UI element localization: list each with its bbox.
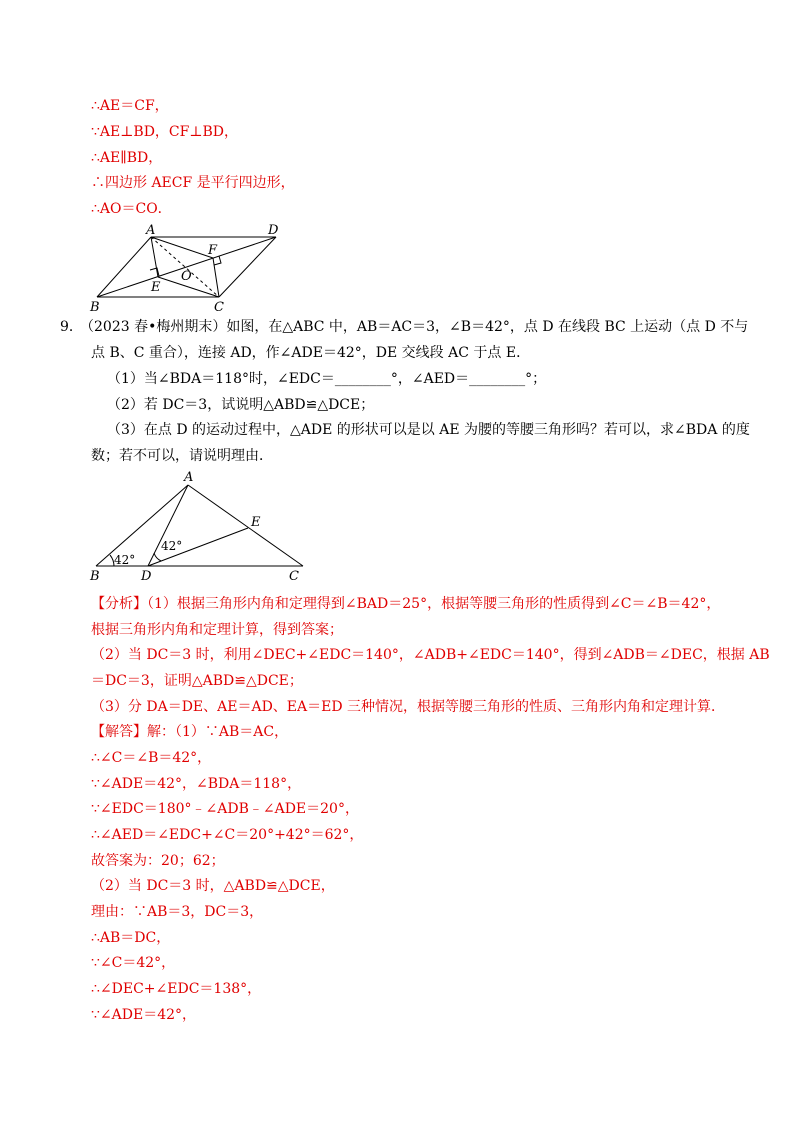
label-B: B bbox=[90, 569, 100, 584]
label-B: B bbox=[90, 300, 100, 315]
answer-line-11: ∴∠DEC+∠EDC＝138°， bbox=[91, 981, 262, 997]
question-2: （2）若 DC＝3，试说明△ABD≌△DCE； bbox=[107, 397, 375, 413]
analysis-line-3: （2）当 DC＝3 时，利用∠DEC+∠EDC＝140°，∠ADB+∠EDC＝140°，得到∠ADB＝∠DEC，根据 AB bbox=[91, 647, 770, 663]
problem-stem-line-1: （2023 春•梅州期末）如图，在△ABC 中，AB＝AC＝3，∠B＝42°，点 D 在线段 BC 上运动（点 D 不与 bbox=[80, 319, 749, 335]
question-3-line-1: （3）在点 D 的运动过程中，△ADE 的形状可以是以 AE 为腰的等腰三角形吗？若可以，求∠BDA 的度 bbox=[107, 422, 750, 438]
prev-solution-line-1: ∴AE＝CF， bbox=[91, 98, 169, 114]
problem-number: 9． bbox=[60, 319, 83, 335]
prev-solution-line-4: ∴四边形 AECF 是平行四边形， bbox=[91, 175, 295, 191]
answer-line-10: ∵∠C＝42°， bbox=[91, 955, 176, 971]
answer-line-9: ∴AB＝DC， bbox=[91, 930, 171, 946]
answer-line-2: ∴∠C＝∠B＝42°， bbox=[91, 750, 212, 766]
problem-stem-line-2: 点 B、C 重合），连接 AD，作∠ADE＝42°，DE 交线段 AC 于点 E． bbox=[91, 345, 531, 361]
label-A: A bbox=[184, 470, 194, 485]
label-F: F bbox=[208, 243, 218, 258]
question-1: （1）当∠BDA＝118°时，∠EDC＝________°，∠AED＝________°； bbox=[107, 371, 547, 387]
prev-solution-line-2: ∵AE⊥BD，CF⊥BD， bbox=[91, 124, 239, 140]
analysis-line-1: 【分析】（1）根据三角形内角和定理得到∠BAD＝25°，根据等腰三角形的性质得到∠C＝∠B＝42°， bbox=[91, 596, 721, 612]
analysis-line-4: ＝DC＝3，证明△ABD≌△DCE； bbox=[91, 673, 303, 689]
analysis-line-5: （3）分 DA＝DE、AE＝AD、EA＝ED 三种情况，根据等腰三角形的性质、三角形内角和定理计算． bbox=[91, 699, 726, 715]
prev-solution-line-3: ∴AE∥BD， bbox=[91, 150, 163, 166]
answer-line-7: （2）当 DC＝3 时，△ABD≌△DCE， bbox=[91, 878, 335, 894]
answer-line-12: ∵∠ADE＝42°， bbox=[91, 1007, 197, 1023]
answer-line-6: 故答案为：20；62； bbox=[91, 853, 225, 869]
label-O: O bbox=[181, 269, 192, 284]
answer-line-5: ∴∠AED＝∠EDC+∠C＝20°+42°＝62°， bbox=[91, 827, 364, 843]
label-E: E bbox=[151, 280, 161, 295]
prev-solution-line-5: ∴AO＝CO． bbox=[91, 201, 172, 217]
label-C: C bbox=[289, 569, 299, 584]
label-E: E bbox=[251, 515, 261, 530]
answer-line-8: 理由：∵AB＝3，DC＝3， bbox=[91, 904, 264, 920]
angle-D-label: 42° bbox=[161, 539, 183, 553]
label-D: D bbox=[141, 569, 152, 584]
label-C: C bbox=[214, 300, 224, 315]
answer-line-1: 【解答】解：（1）∵AB＝AC， bbox=[91, 724, 289, 740]
angle-B-label: 42° bbox=[114, 553, 136, 567]
analysis-line-2: 根据三角形内角和定理计算，得到答案； bbox=[91, 622, 343, 638]
label-D: D bbox=[268, 223, 279, 238]
question-3-line-2: 数；若不可以，请说明理由． bbox=[91, 448, 273, 464]
answer-line-4: ∵∠EDC＝180°﹣∠ADB﹣∠ADE＝20°， bbox=[91, 801, 359, 817]
answer-line-3: ∵∠ADE＝42°，∠BDA＝118°， bbox=[91, 776, 302, 792]
label-A: A bbox=[146, 223, 156, 238]
